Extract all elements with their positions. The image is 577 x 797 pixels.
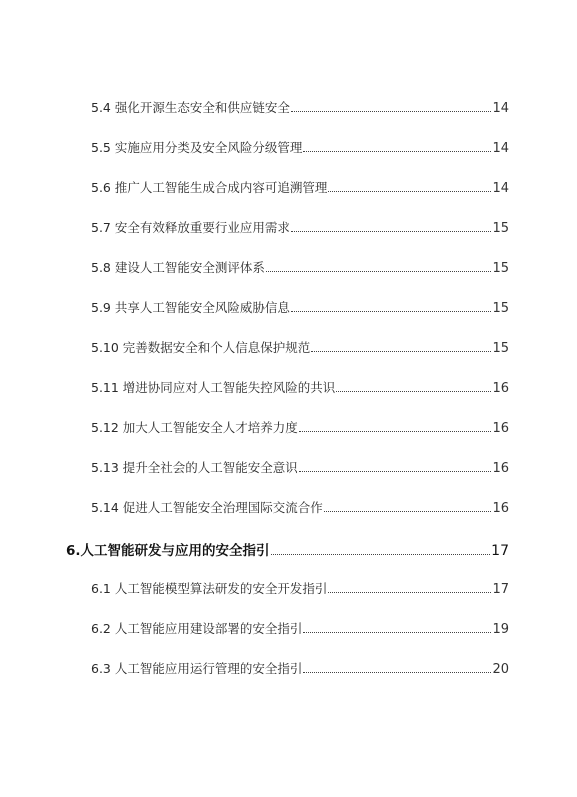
toc-entry-title: 6.人工智能研发与应用的安全指引 [66,543,270,559]
toc-entry-5-9[interactable] [91,298,509,316]
toc-dot-leader [266,271,492,272]
toc-dot-leader [324,511,492,512]
toc-entry-5-6[interactable] [91,178,509,196]
toc-page-number: 15 [492,221,509,236]
toc-dot-leader [299,471,492,472]
toc-entry-5-5[interactable] [91,138,509,156]
toc-dot-leader [303,151,491,152]
toc-entry-5-10[interactable] [91,338,509,356]
toc-entry-title: 5.12 加大人工智能安全人才培养力度 [91,420,298,435]
toc-entry-title: 6.3 人工智能应用运行管理的安全指引 [91,661,303,676]
toc-dot-leader [303,672,491,673]
toc-entry-title: 5.10 完善数据安全和个人信息保护规范 [91,340,311,355]
toc-page-number: 15 [492,261,509,276]
toc-entry-5-12[interactable] [91,418,509,436]
toc-entry-5-13[interactable] [91,458,509,476]
toc-entry-title: 5.5 实施应用分类及安全风险分级管理 [91,140,303,155]
toc-dot-leader [291,111,492,112]
toc-entry-title: 5.7 安全有效释放重要行业应用需求 [91,220,290,235]
toc-entry-6-2[interactable] [91,619,509,637]
toc-entry-6-1[interactable] [91,579,509,597]
toc-entry-5-4[interactable] [91,98,509,116]
toc-page-number: 15 [492,341,509,356]
toc-page-number: 17 [492,582,509,597]
toc-entry-title: 5.4 强化开源生态安全和供应链安全 [91,100,290,115]
toc-entry-title: 5.9 共享人工智能安全风险威胁信息 [91,300,290,315]
toc-page-number: 15 [492,301,509,316]
toc-dot-leader [303,632,491,633]
toc-entry-5-7[interactable] [91,218,509,236]
toc-entry-5-14[interactable] [91,498,509,516]
toc-dot-leader [291,311,492,312]
toc-dot-leader [271,554,491,555]
toc-entry-5-11[interactable] [91,378,509,396]
toc-dot-leader [336,391,491,392]
toc-entry-title: 5.6 推广人工智能生成合成内容可追溯管理 [91,180,328,195]
toc-page-number: 16 [492,501,509,516]
toc-entry-title: 5.14 促进人工智能安全治理国际交流合作 [91,500,323,515]
toc-page-number: 16 [492,461,509,476]
toc-entry-title: 5.13 提升全社会的人工智能安全意识 [91,460,298,475]
toc-page-number: 17 [491,543,509,559]
toc-entry-title: 5.8 建设人工智能安全测评体系 [91,260,265,275]
toc-entry-6-3[interactable] [91,659,509,677]
toc-dot-leader [299,431,492,432]
toc-entry-title: 5.11 增进协同应对人工智能失控风险的共识 [91,380,336,395]
toc-entry-title: 6.2 人工智能应用建设部署的安全指引 [91,621,303,636]
toc-entry-6[interactable] [66,539,509,559]
toc-page-number: 14 [492,181,509,196]
toc-dot-leader [328,191,491,192]
toc-page-number: 14 [492,141,509,156]
toc-page-number: 16 [492,381,509,396]
toc-entry-5-8[interactable] [91,258,509,276]
toc-dot-leader [328,592,491,593]
toc-entry-title: 6.1 人工智能模型算法研发的安全开发指引 [91,581,328,596]
toc-page-number: 16 [492,421,509,436]
toc-page-number: 19 [492,622,509,637]
toc-page-number: 20 [492,662,509,677]
toc-page-number: 14 [492,101,509,116]
toc-dot-leader [291,231,492,232]
toc-dot-leader [311,351,491,352]
